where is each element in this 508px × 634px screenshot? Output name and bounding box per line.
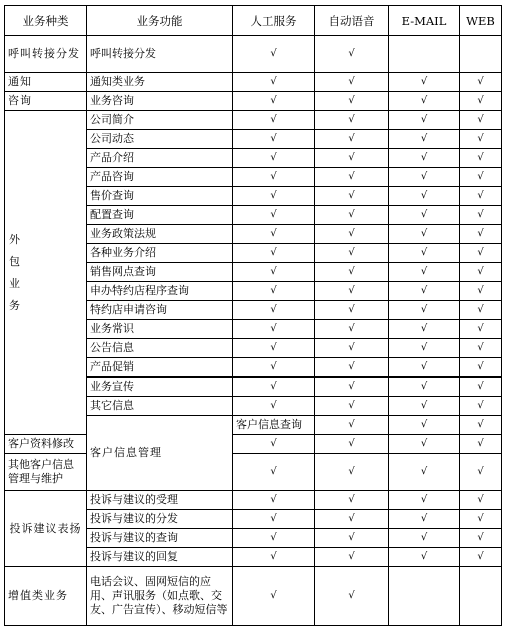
mark-web: √ — [460, 244, 502, 263]
mark-auto-voice: √ — [315, 244, 389, 263]
function-cell: 其他客户信息管理与维护 — [5, 454, 87, 491]
table-row — [5, 491, 502, 510]
mark-auto-voice: √ — [315, 491, 389, 510]
mark-web — [460, 567, 502, 626]
mark-web: √ — [460, 282, 502, 301]
function-cell: 配置查询 — [87, 206, 233, 225]
mark-manual-service: √ — [233, 73, 315, 92]
function-cell: 产品咨询 — [87, 168, 233, 187]
mark-web: √ — [460, 377, 502, 397]
function-cell: 业务宣传 — [87, 377, 233, 397]
header-auto-voice: 自动语音 — [315, 6, 389, 36]
function-cell: 投诉与建议的分发 — [87, 510, 233, 529]
table-body — [5, 36, 502, 626]
mark-web: √ — [460, 149, 502, 168]
mark-manual-service: √ — [233, 320, 315, 339]
mark-auto-voice: √ — [315, 510, 389, 529]
category-cell: 增值类业务 — [5, 567, 87, 626]
header-manual-service: 人工服务 — [233, 6, 315, 36]
mark-manual-service: √ — [233, 301, 315, 320]
table-row — [5, 92, 502, 111]
mark-auto-voice: √ — [315, 111, 389, 130]
mark-auto-voice: √ — [315, 73, 389, 92]
mark-manual-service: √ — [315, 416, 389, 435]
mark-email: √ — [389, 130, 460, 149]
category-cell: 客户信息管理 — [87, 416, 233, 491]
category-cell: 投诉建议表扬 — [5, 491, 87, 567]
mark-web: √ — [460, 491, 502, 510]
mark-manual-service: √ — [233, 548, 315, 567]
mark-manual-service: √ — [233, 358, 315, 378]
function-cell: 产品介绍 — [87, 149, 233, 168]
table-header-row — [5, 6, 502, 36]
mark-email: √ — [389, 339, 460, 358]
table-row — [5, 73, 502, 92]
mark-auto-voice: √ — [315, 130, 389, 149]
mark-manual-service: √ — [233, 130, 315, 149]
function-cell: 产品促销 — [87, 358, 233, 378]
mark-email: √ — [389, 244, 460, 263]
mark-email: √ — [389, 435, 460, 454]
mark-auto-voice: √ — [315, 339, 389, 358]
function-cell: 呼叫转接分发 — [87, 36, 233, 73]
function-cell: 投诉与建议的受理 — [87, 491, 233, 510]
mark-manual-service: √ — [233, 397, 315, 416]
function-cell: 公司简介 — [87, 111, 233, 130]
mark-web: √ — [460, 397, 502, 416]
mark-auto-voice: √ — [315, 92, 389, 111]
mark-manual-service: √ — [233, 282, 315, 301]
mark-manual-service: √ — [233, 491, 315, 510]
mark-manual-service: √ — [233, 168, 315, 187]
mark-auto-voice: √ — [315, 567, 389, 626]
function-cell: 公司动态 — [87, 130, 233, 149]
mark-email: √ — [389, 263, 460, 282]
category-label: 外包业务 — [9, 232, 21, 312]
mark-email — [389, 36, 460, 73]
mark-manual-service: √ — [233, 187, 315, 206]
function-cell: 售价查询 — [87, 187, 233, 206]
mark-email — [389, 567, 460, 626]
mark-web: √ — [460, 454, 502, 491]
mark-email: √ — [389, 358, 460, 378]
mark-email: √ — [389, 491, 460, 510]
header-category: 业务种类 — [5, 6, 87, 36]
mark-email: √ — [389, 301, 460, 320]
service-matrix-document — [4, 5, 501, 626]
mark-web: √ — [460, 529, 502, 548]
table-row — [5, 111, 502, 130]
mark-auto-voice: √ — [315, 187, 389, 206]
mark-auto-voice: √ — [315, 529, 389, 548]
mark-email: √ — [389, 168, 460, 187]
mark-auto-voice: √ — [315, 206, 389, 225]
mark-manual-service: √ — [233, 263, 315, 282]
mark-email: √ — [389, 320, 460, 339]
mark-web: √ — [460, 206, 502, 225]
mark-web: √ — [460, 92, 502, 111]
category-cell: 呼叫转接分发 — [5, 36, 87, 73]
mark-web: √ — [460, 339, 502, 358]
function-cell: 公告信息 — [87, 339, 233, 358]
mark-web: √ — [460, 168, 502, 187]
mark-auto-voice: √ — [315, 397, 389, 416]
function-cell: 申办特约店程序查询 — [87, 282, 233, 301]
mark-manual-service: √ — [233, 510, 315, 529]
mark-auto-voice: √ — [315, 435, 389, 454]
mark-email: √ — [389, 73, 460, 92]
function-cell: 业务咨询 — [87, 92, 233, 111]
mark-auto-voice: √ — [389, 416, 460, 435]
mark-web: √ — [460, 263, 502, 282]
function-cell: 通知类业务 — [87, 73, 233, 92]
mark-web: √ — [460, 130, 502, 149]
mark-auto-voice: √ — [315, 320, 389, 339]
mark-manual-service: √ — [233, 339, 315, 358]
mark-manual-service: √ — [233, 454, 315, 491]
mark-auto-voice: √ — [315, 548, 389, 567]
mark-auto-voice: √ — [315, 36, 389, 73]
mark-web: √ — [460, 73, 502, 92]
mark-manual-service: √ — [233, 529, 315, 548]
mark-auto-voice: √ — [315, 225, 389, 244]
function-cell: 投诉与建议的回复 — [87, 548, 233, 567]
mark-email: √ — [389, 529, 460, 548]
mark-web: √ — [460, 435, 502, 454]
mark-manual-service: √ — [233, 567, 315, 626]
mark-manual-service: √ — [233, 36, 315, 73]
mark-email: √ — [389, 548, 460, 567]
function-cell: 客户信息查询 — [233, 416, 315, 435]
mark-email: √ — [389, 454, 460, 491]
mark-auto-voice: √ — [315, 168, 389, 187]
function-cell: 业务政策法规 — [87, 225, 233, 244]
mark-email: √ — [389, 206, 460, 225]
mark-web: √ — [460, 548, 502, 567]
mark-web — [460, 36, 502, 73]
mark-web: √ — [460, 111, 502, 130]
mark-auto-voice: √ — [315, 282, 389, 301]
function-cell: 业务常识 — [87, 320, 233, 339]
header-email: E-MAIL — [389, 6, 460, 36]
mark-email: √ — [389, 92, 460, 111]
mark-email: √ — [460, 416, 502, 435]
category-cell — [5, 111, 87, 435]
mark-manual-service: √ — [233, 435, 315, 454]
function-cell: 其它信息 — [87, 397, 233, 416]
table-row — [5, 454, 502, 491]
mark-auto-voice: √ — [315, 358, 389, 378]
mark-web: √ — [460, 320, 502, 339]
mark-email: √ — [389, 282, 460, 301]
function-cell: 销售网点查询 — [87, 263, 233, 282]
mark-web: √ — [460, 301, 502, 320]
header-web: WEB — [460, 6, 502, 36]
mark-manual-service: √ — [233, 92, 315, 111]
mark-manual-service: √ — [233, 225, 315, 244]
mark-email: √ — [389, 377, 460, 397]
function-cell: 特约店申请咨询 — [87, 301, 233, 320]
mark-manual-service: √ — [233, 111, 315, 130]
mark-manual-service: √ — [233, 244, 315, 263]
function-cell: 电话会议、固网短信的应用、声讯服务（如点歌、交友、广告宣传）、移动短信等 — [87, 567, 233, 626]
mark-manual-service: √ — [233, 206, 315, 225]
function-cell: 投诉与建议的查询 — [87, 529, 233, 548]
mark-email: √ — [389, 149, 460, 168]
mark-auto-voice: √ — [315, 377, 389, 397]
table-row — [5, 567, 502, 626]
mark-web: √ — [460, 358, 502, 378]
mark-auto-voice: √ — [315, 301, 389, 320]
service-matrix-table — [4, 5, 502, 626]
table-row — [5, 36, 502, 73]
mark-auto-voice: √ — [315, 149, 389, 168]
mark-auto-voice: √ — [315, 263, 389, 282]
mark-web: √ — [460, 187, 502, 206]
category-cell: 通知 — [5, 73, 87, 92]
mark-email: √ — [389, 187, 460, 206]
table-row — [5, 435, 502, 454]
header-function: 业务功能 — [87, 6, 233, 36]
function-cell: 各种业务介绍 — [87, 244, 233, 263]
mark-auto-voice: √ — [315, 454, 389, 491]
function-cell: 客户资料修改 — [5, 435, 87, 454]
mark-email: √ — [389, 510, 460, 529]
mark-email: √ — [389, 225, 460, 244]
mark-email: √ — [389, 397, 460, 416]
mark-web: √ — [460, 225, 502, 244]
mark-manual-service: √ — [233, 149, 315, 168]
category-cell: 咨询 — [5, 92, 87, 111]
mark-email: √ — [389, 111, 460, 130]
mark-web: √ — [460, 510, 502, 529]
mark-manual-service: √ — [233, 377, 315, 397]
